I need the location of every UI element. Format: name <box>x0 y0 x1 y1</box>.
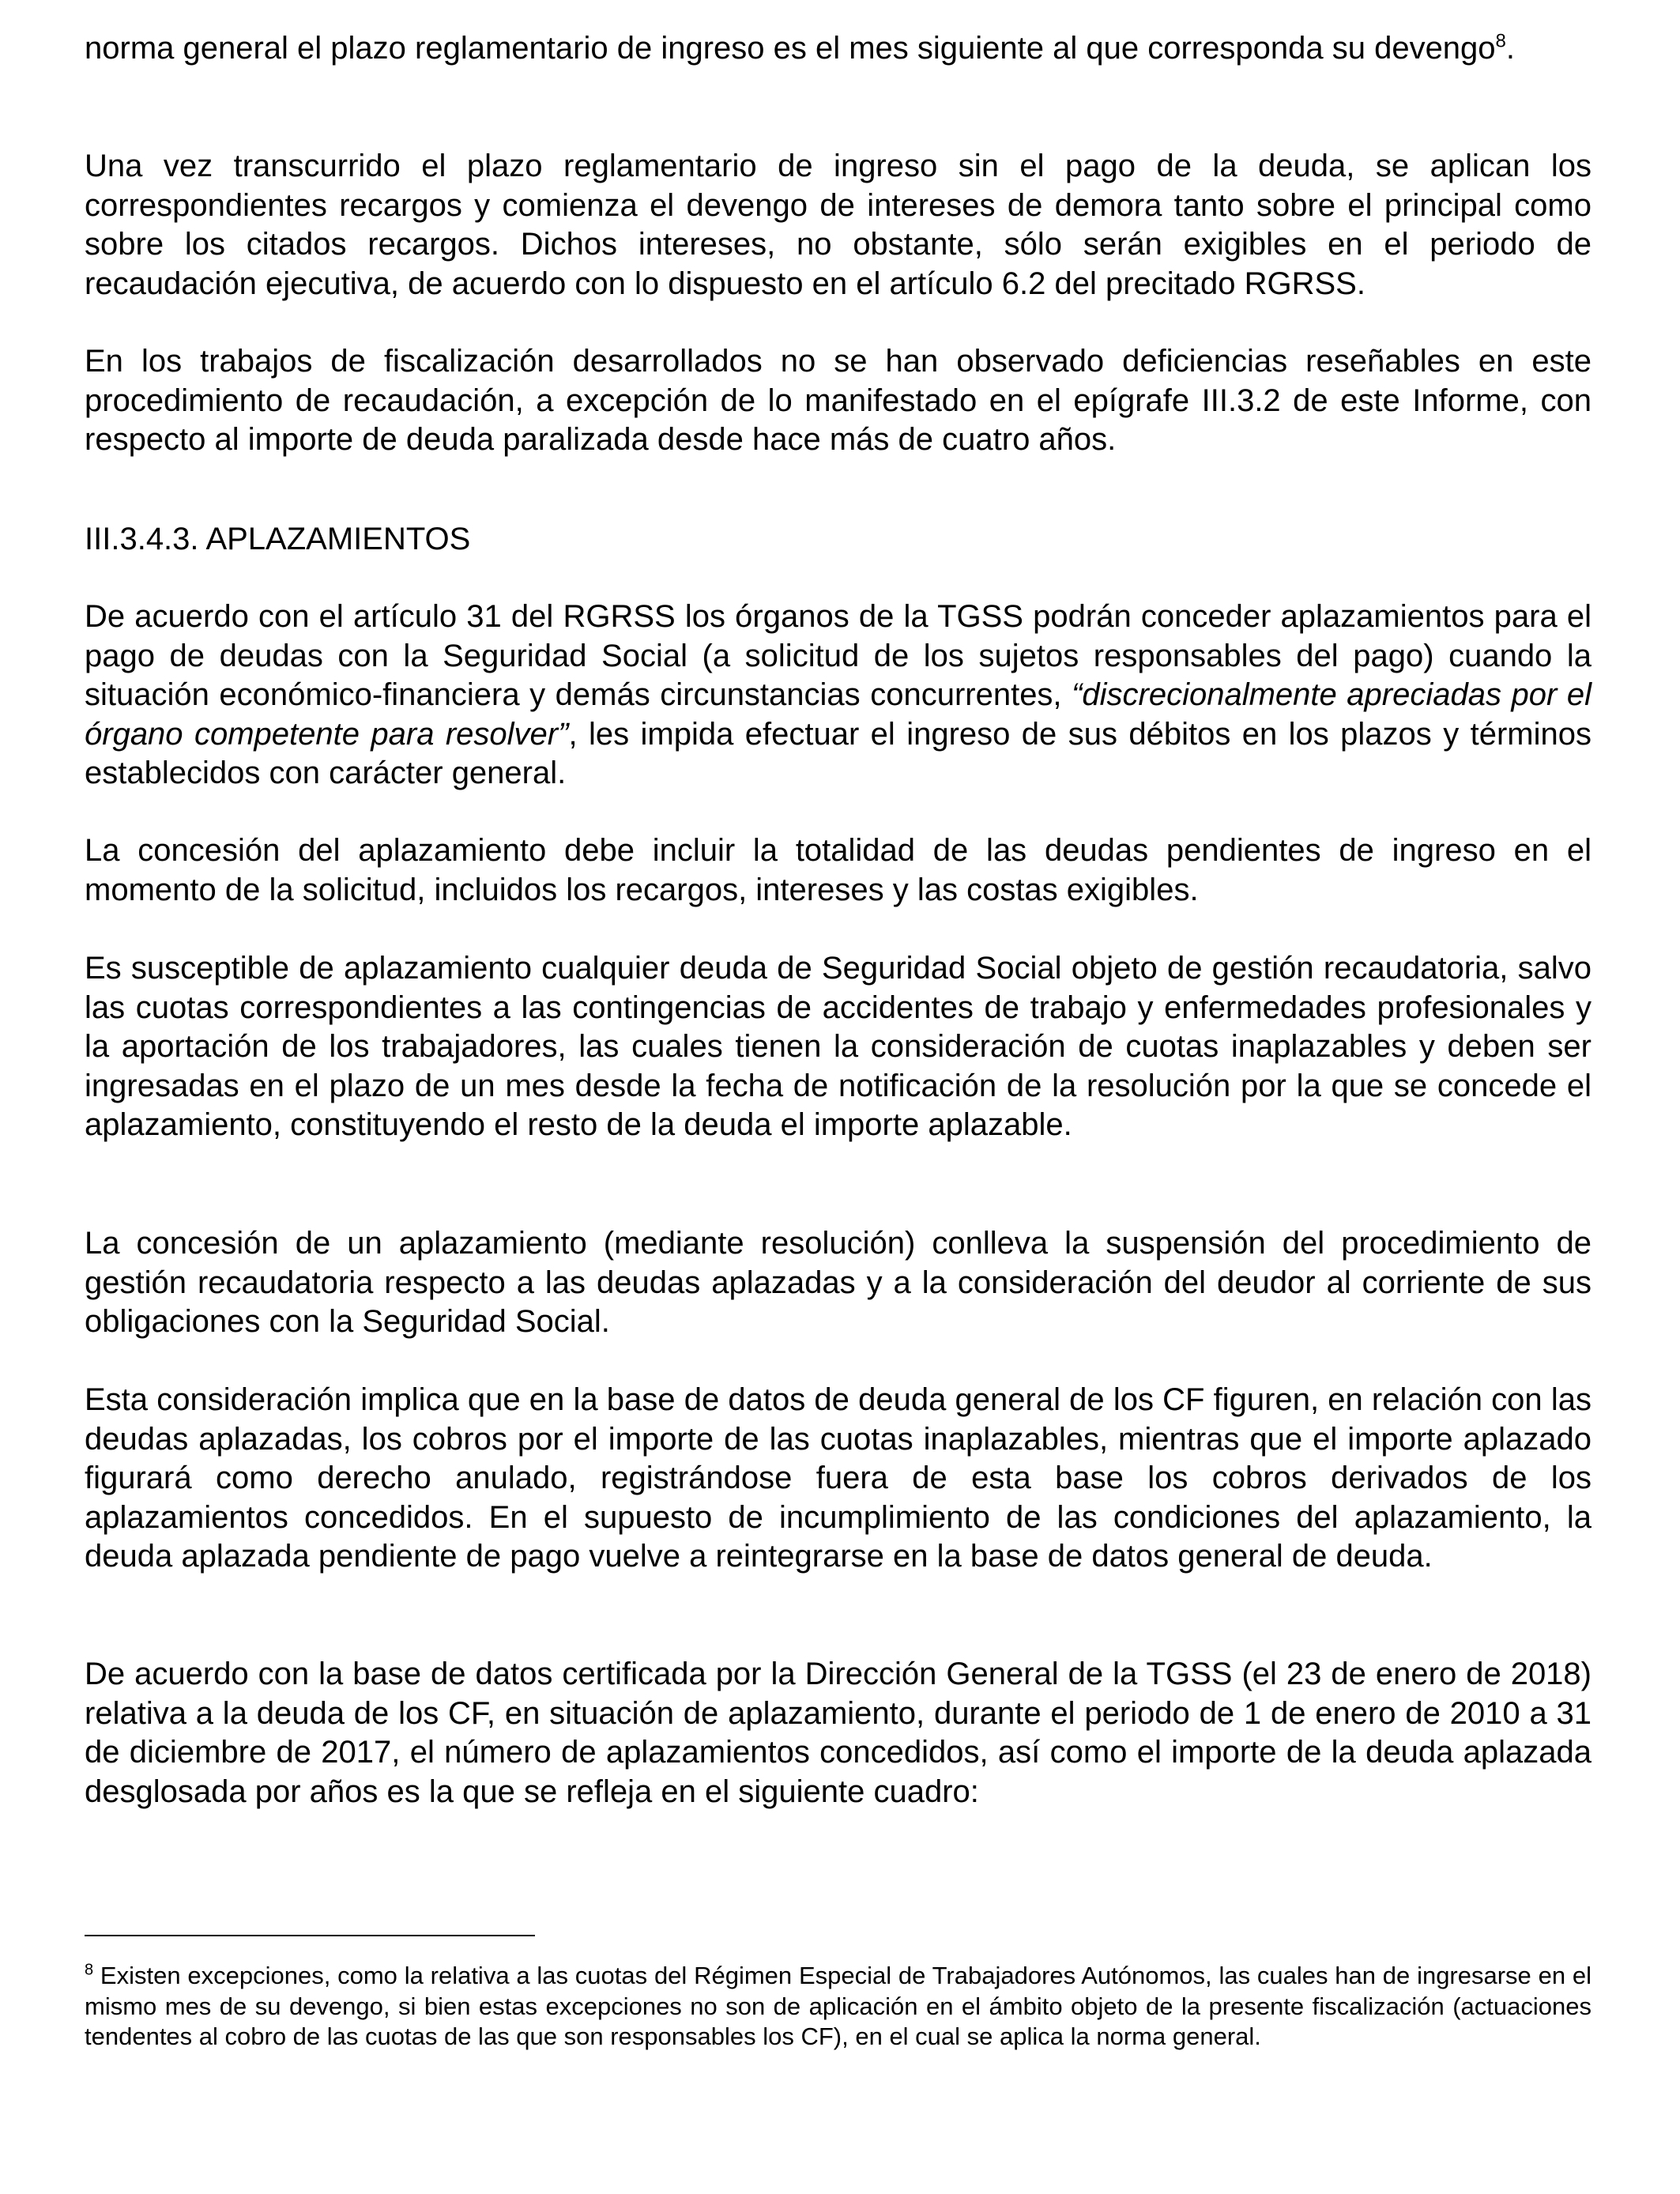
paragraph-suspension: La concesión de un aplazamiento (mediante resolución) conlleva la suspensión del procedimiento de gestión recaudatoria respecto a las deudas aplazadas y a la consideración del deudor al corriente de sus obligaciones con la Seguridad Social. <box>85 1226 1591 1339</box>
paragraph-consideracion: Esta consideración implica que en la base de datos de deuda general de los CF figuren, en relación con las deudas aplazadas, los cobros por el importe de las cuotas inaplazables, mientras que el importe aplazado figurará como derecho anulado, registrándose fuera de esta base los cobros derivados de los aplazamientos concedidos. En el supuesto de incumplimiento de las condiciones del aplazamiento, la deuda aplazada pendiente de pago vuelve a reintegrarse en la base de datos general de deuda. <box>85 1382 1591 1574</box>
footnote-number: 8 <box>85 1961 94 1979</box>
paragraph-text: De acuerdo con el artículo 31 del RGRSS los órganos de la TGSS podrán conceder aplazamientos para el pago de deudas con la Seguridad Social (a solicitud de los sujetos responsables del pago) cuando la situación económico-financiera y demás circunstancias concurrentes, <box>85 599 1591 712</box>
section-number: III.3.4.3. <box>85 522 199 556</box>
paragraph-text-end: , les impida efectuar el ingreso de sus débitos en los plazos y términos establecidos con carácter general. <box>85 716 1591 790</box>
paragraph-base-datos: De acuerdo con la base de datos certificada por la Dirección General de la TGSS (el 23 de enero de 2018) relativa a la deuda de los CF, en situación de aplazamiento, durante el periodo de 1 de enero de 2010 a 31 de diciembre de 2017, el número de aplazamientos concedidos, así como el importe de la deuda aplazada desglosada por años es la que se refleja en el siguiente cuadro: <box>85 1657 1591 1809</box>
paragraph-continuation <box>85 29 1591 69</box>
paragraph-concesion: La concesión del aplazamiento debe incluir la totalidad de las deudas pendientes de ingreso en el momento de la solicitud, incluidos los recargos, intereses y las costas exigibles. <box>85 833 1591 907</box>
section-heading <box>85 520 470 560</box>
footnote <box>85 1961 1591 2053</box>
footnote-text: Existen excepciones, como la relativa a las cuotas del Régimen Especial de Trabajadores Autónomos, las cuales han de ingresarse en el mismo mes de su devengo, si bien estas excepciones no son de aplicación en el ámbito objeto de la presente fiscalización (actuaciones tendentes al cobro de las cuotas de las que son responsables los CF), en el cual se aplica la norma general. <box>85 1962 1591 2050</box>
document-page <box>85 0 1591 2194</box>
paragraph-susceptible: Es susceptible de aplazamiento cualquier deuda de Seguridad Social objeto de gestión recaudatoria, salvo las cuotas correspondientes a las contingencias de accidentes de trabajo y enfermedades profesionales y la aportación de los trabajadores, las cuales tienen la consideración de cuotas inaplazables y deben ser ingresadas en el plazo de un mes desde la fecha de notificación de la resolución por la que se concede el aplazamiento, constituyendo el resto de la deuda el importe aplazable. <box>85 951 1591 1142</box>
paragraph-articulo-31 <box>85 598 1591 794</box>
section-title: APLAZAMIENTOS <box>205 522 471 556</box>
quoted-text: “discrecionalmente apreciadas por el órgano competente para resolver” <box>85 677 1591 752</box>
paragraph-end: . <box>1505 31 1516 66</box>
paragraph-text: norma general el plazo reglamentario de ingreso es el mes siguiente al que corresponda su devengo <box>85 31 1496 66</box>
footnote-separator <box>85 1935 535 1936</box>
paragraph-recargos: Una vez transcurrido el plazo reglamentario de ingreso sin el pago de la deuda, se aplican los correspondientes recargos y comienza el devengo de intereses de demora tanto sobre el principal como sobre los citados recargos. Dichos intereses, no obstante, sólo serán exigibles en el periodo de recaudación ejecutiva, de acuerdo con lo dispuesto en el artículo 6.2 del precitado RGRSS. <box>85 149 1591 301</box>
paragraph-fiscalizacion: En los trabajos de fiscalización desarrollados no se han observado deficiencias reseñables en este procedimiento de recaudación, a excepción de lo manifestado en el epígrafe III.3.2 de este Informe, con respecto al importe de deuda paralizada desde hace más de cuatro años. <box>85 344 1591 457</box>
footnote-reference[interactable]: 8 <box>1495 30 1506 52</box>
